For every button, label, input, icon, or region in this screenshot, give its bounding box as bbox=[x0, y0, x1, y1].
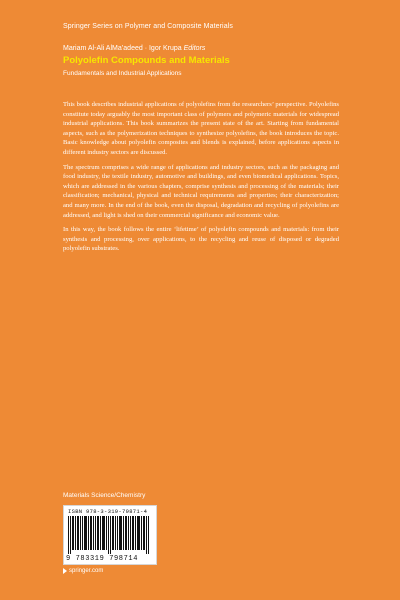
subject-category: Materials Science/Chemistry bbox=[63, 492, 146, 499]
blurb-paragraph: The spectrum comprises a wide range of applications and industry sectors, such as the packaging and food industry, the textile industry, automotive and buildings, and even biomedical applications. Topics, which are addressed in the various chapters, comprise synthesis and processing of the materials; their classification; mechanical, physical and technical requirements and properties; their characterization; and many more. In the end of the book, even the disposal, degradation and recycling of polyolefins are addressed, and light is shed on their commercial significance and economic value. bbox=[63, 163, 339, 219]
editor-names: Mariam Al-Ali AlMa’adeed · Igor Krupa bbox=[63, 45, 182, 52]
series-title: Springer Series on Polymer and Composite Materials bbox=[63, 23, 233, 30]
editor-role: Editors bbox=[183, 45, 206, 52]
arrow-right-icon bbox=[63, 568, 67, 574]
isbn-barcode bbox=[63, 505, 157, 565]
book-title: Polyolefin Compounds and Materials bbox=[63, 55, 230, 66]
cover-header-band bbox=[0, 0, 400, 85]
blurb-paragraph: In this way, the book follows the entire ‘lifetime’ of polyolefin compounds and materials: from their synthesis and processing, over applications, to the recycling and reuse of disposed or degraded polyolefin substrates. bbox=[63, 226, 339, 253]
back-cover-blurb bbox=[63, 100, 339, 259]
book-subtitle: Fundamentals and Industrial Applications bbox=[63, 70, 182, 77]
publisher-website[interactable] bbox=[63, 568, 103, 574]
barcode-number: 9 783319 798714 bbox=[66, 555, 139, 563]
blurb-paragraph: This book describes industrial applications of polyolefins from the researchers’ perspective. Polyolefins constitute today arguably the most important class of polymers and polymeric materials for widespread industrial applications. This book summarizes the present state of the art. Starting from fundamental aspects, such as the polymerization techniques to synthesize polyolefins, the book introduces the topic. Basic knowledge about polyolefin composites and blends is explained, before applications aspects in different industry sectors are discussed. bbox=[63, 101, 339, 156]
barcode-icon bbox=[68, 516, 152, 554]
website-label: springer.com bbox=[69, 568, 104, 574]
isbn-label: ISBN 978-3-319-79871-4 bbox=[68, 508, 148, 515]
editors-line bbox=[63, 45, 205, 52]
